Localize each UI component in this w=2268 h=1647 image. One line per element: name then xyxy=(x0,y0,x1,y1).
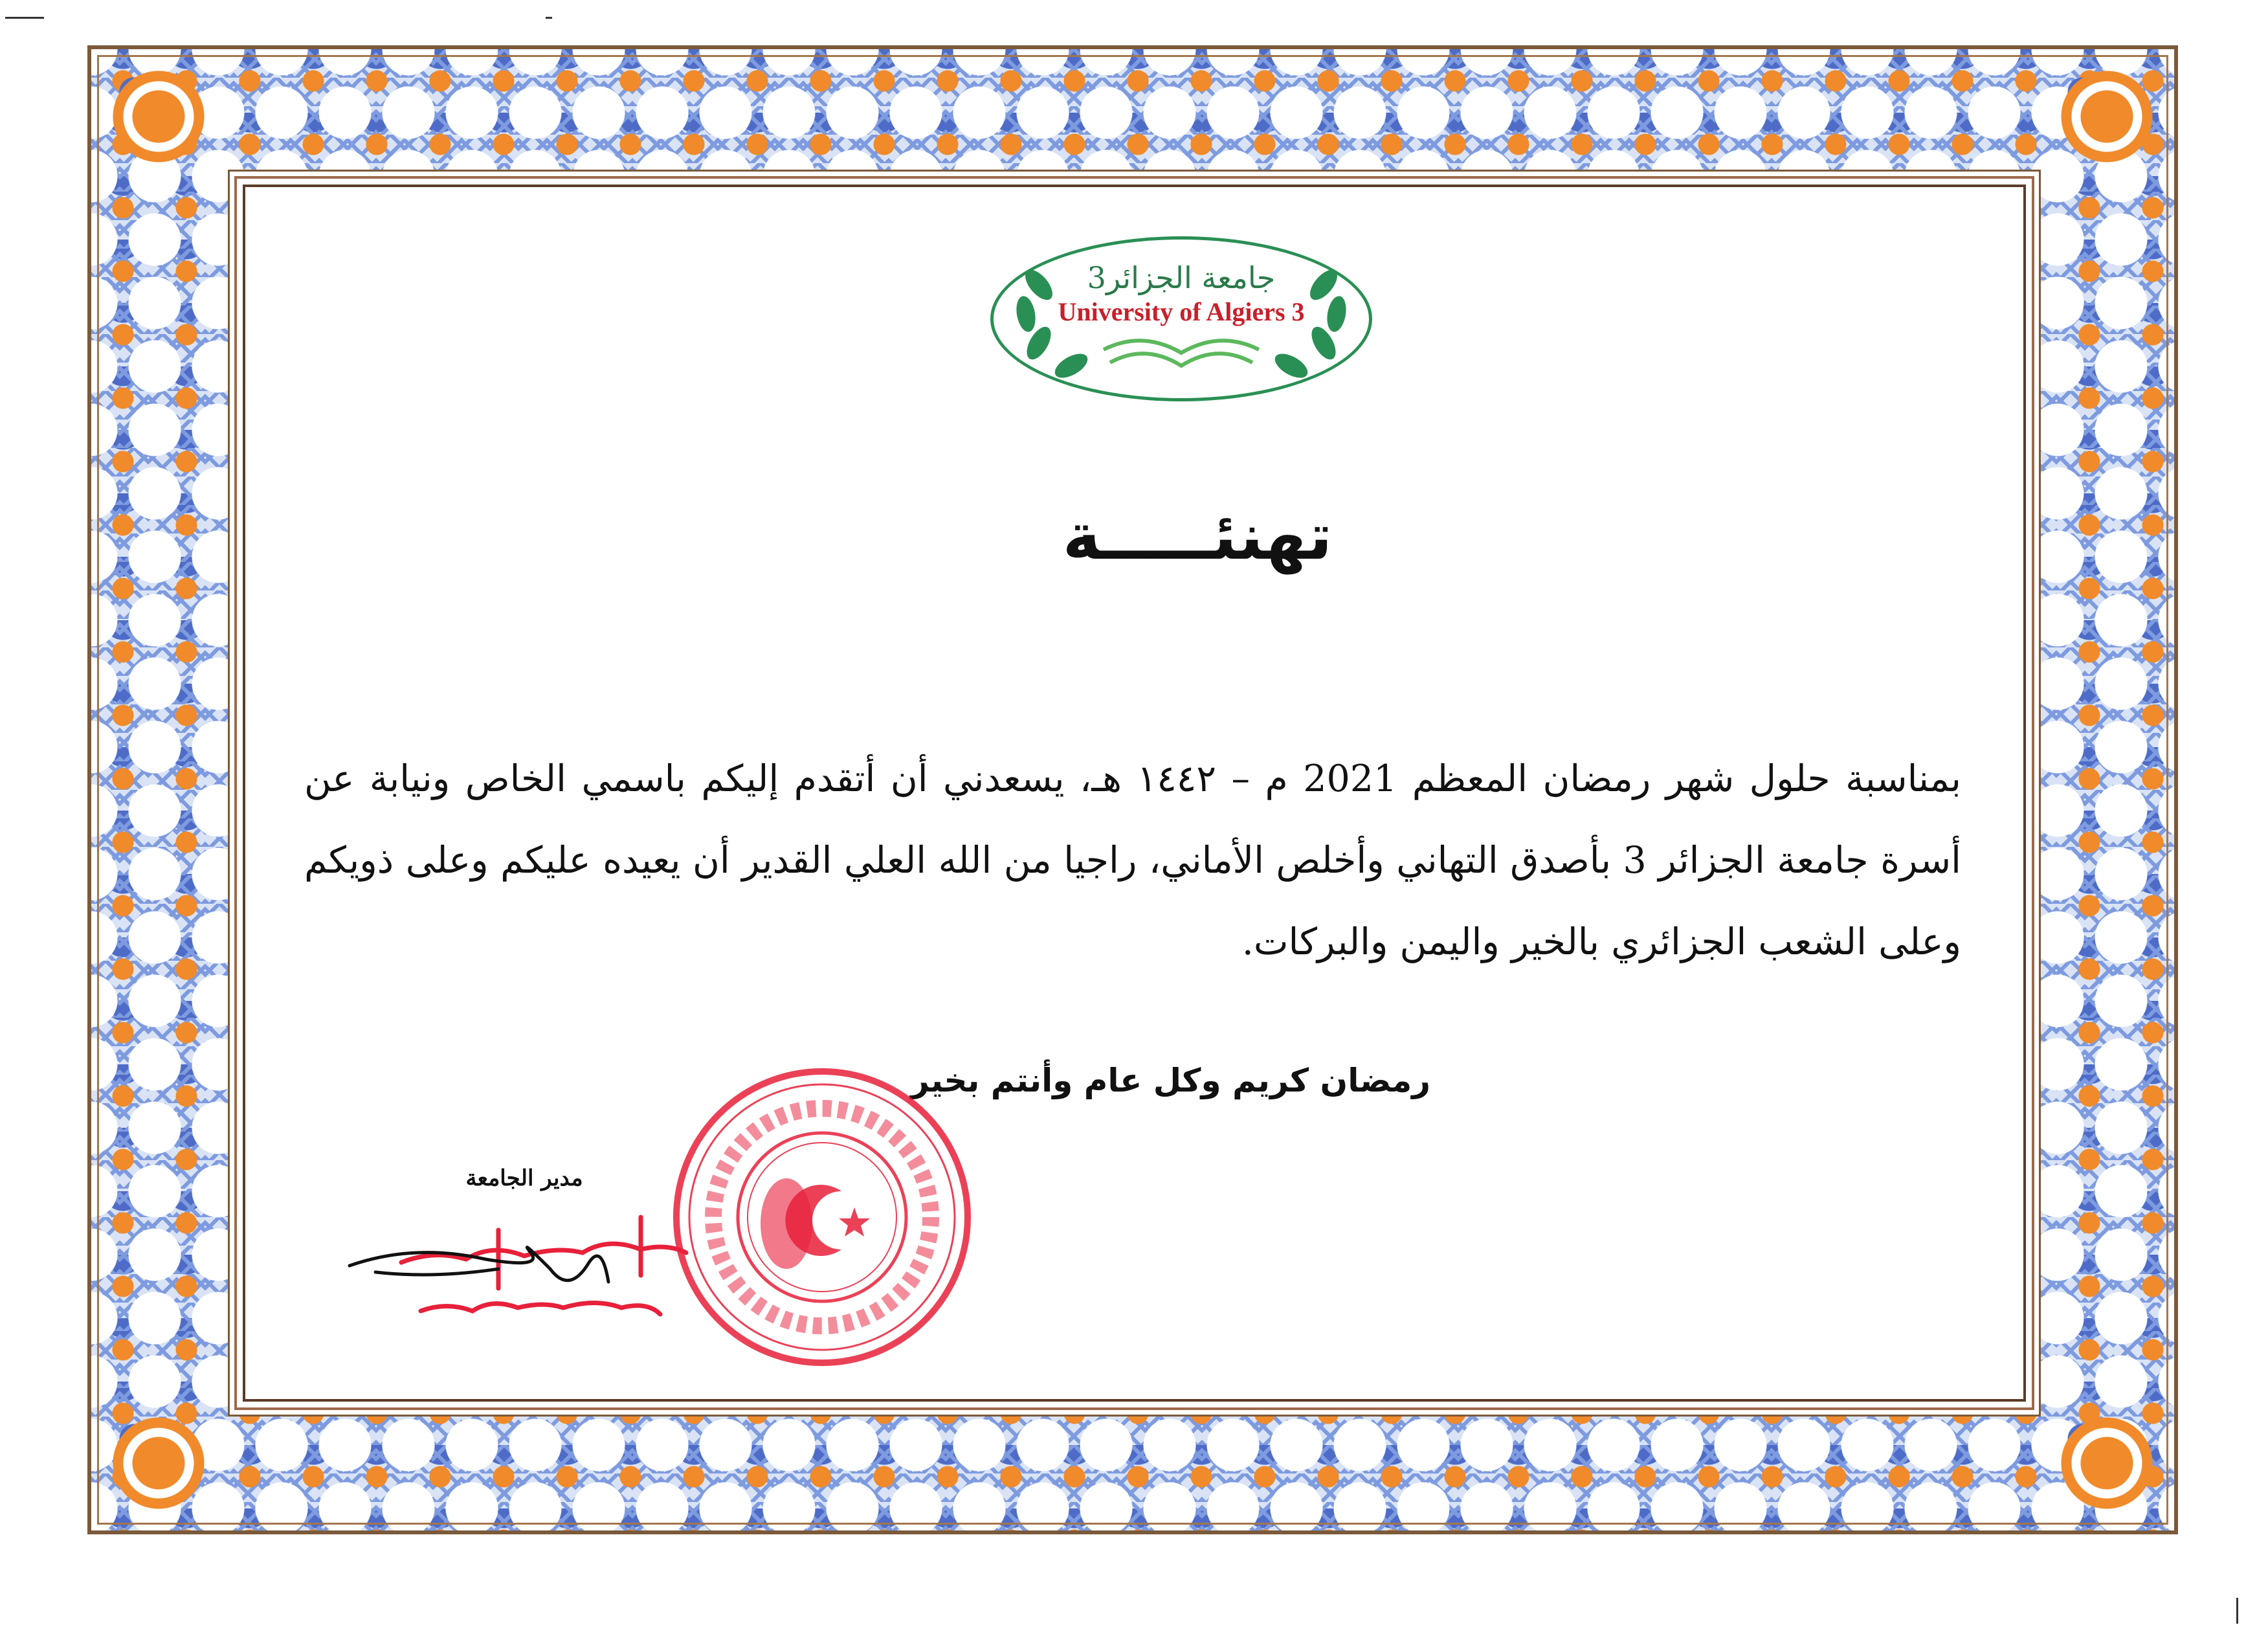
university-logo xyxy=(990,236,1372,401)
closing-greeting: رمضان كريم وكل عام وأنتم بخير xyxy=(911,1062,1430,1099)
corner-ornament-bottom-right xyxy=(2045,1402,2168,1525)
logo-english-name: University of Algiers 3 xyxy=(1058,297,1305,326)
open-book-icon xyxy=(1104,341,1259,366)
logo-arabic-name: جامعة الجزائر3 xyxy=(1087,260,1276,295)
scan-mark-top xyxy=(546,17,552,19)
corner-ornament-top-left xyxy=(97,55,220,178)
corner-ornament-bottom-left xyxy=(97,1402,220,1525)
scan-mark-top-left xyxy=(5,17,44,19)
corner-ornament-top-right xyxy=(2045,55,2168,178)
certificate-title: تهنئـــــة xyxy=(1062,499,1333,574)
congratulation-message: بمناسبة حلول شهر رمضان المعظم 2021 م – ١٤٤٢ هـ، يسعدني أن أتقدم إليكم باسمي الخاص ونيابة عن أسرة جامعة الجزائر 3 بأصدق التهاني وأخلص الأماني، راجيا من الله العلي القدير أن يعيده عليكم وعلى ذويكم وعلى الشعب الجزائري بالخير واليمن والبركات. xyxy=(304,757,1961,963)
signatory-title: مدير الجامعة xyxy=(465,1165,583,1191)
handwritten-signature xyxy=(337,1191,712,1385)
scan-mark-bottom-right xyxy=(2236,1598,2238,1624)
